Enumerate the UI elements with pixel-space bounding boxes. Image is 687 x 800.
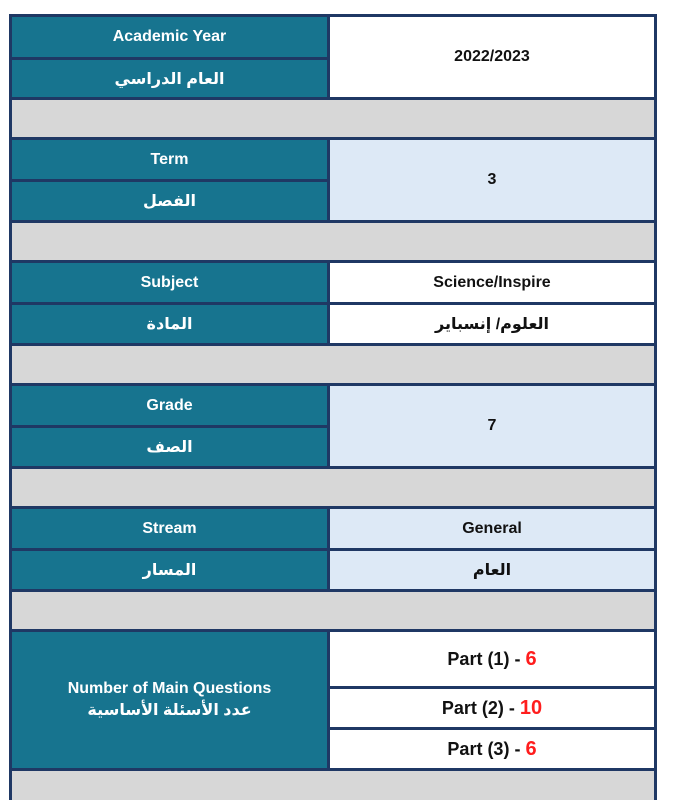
grade-value: 7 <box>330 386 654 466</box>
main-questions-label-en: Number of Main Questions <box>67 680 272 698</box>
term-value: 3 <box>330 140 654 220</box>
stream-value-en: General <box>330 509 654 548</box>
academic-year-label-en: Academic Year <box>12 17 327 57</box>
part-2-count: 10 <box>519 696 543 719</box>
grade-label-ar: الصف <box>12 428 327 466</box>
spacer-row <box>12 100 654 137</box>
academic-year-value: 2022/2023 <box>330 17 654 97</box>
part-2-row <box>330 689 654 727</box>
subject-value-en: Science/Inspire <box>330 263 654 302</box>
part-3-count: 6 <box>525 737 537 760</box>
stream-label-ar: المسار <box>12 551 327 589</box>
grade-label-en: Grade <box>12 386 327 425</box>
subject-label-en: Subject <box>12 263 327 302</box>
term-label-en: Term <box>12 140 327 179</box>
main-questions-label-ar: عدد الأسئلة الأساسية <box>87 702 252 719</box>
subject-label-ar: المادة <box>12 305 327 343</box>
part-1-row <box>330 632 654 686</box>
spacer-row <box>12 771 654 800</box>
main-questions-label <box>12 632 327 768</box>
spacer-row <box>12 469 654 506</box>
subject-value-ar: العلوم/ إنسباير <box>330 305 654 343</box>
term-label-ar: الفصل <box>12 182 327 220</box>
part-2-label: Part (2) - <box>441 697 520 718</box>
stream-label-en: Stream <box>12 509 327 548</box>
part-3-row <box>330 730 654 768</box>
spacer-row <box>12 592 654 629</box>
spacer-row <box>12 223 654 260</box>
part-3-label: Part (3) - <box>447 738 526 759</box>
spacer-row <box>12 346 654 383</box>
part-1-count: 6 <box>525 647 537 670</box>
part-1-label: Part (1) - <box>447 648 526 669</box>
stream-value-ar: العام <box>330 551 654 589</box>
academic-year-label-ar: العام الدراسي <box>12 60 327 97</box>
